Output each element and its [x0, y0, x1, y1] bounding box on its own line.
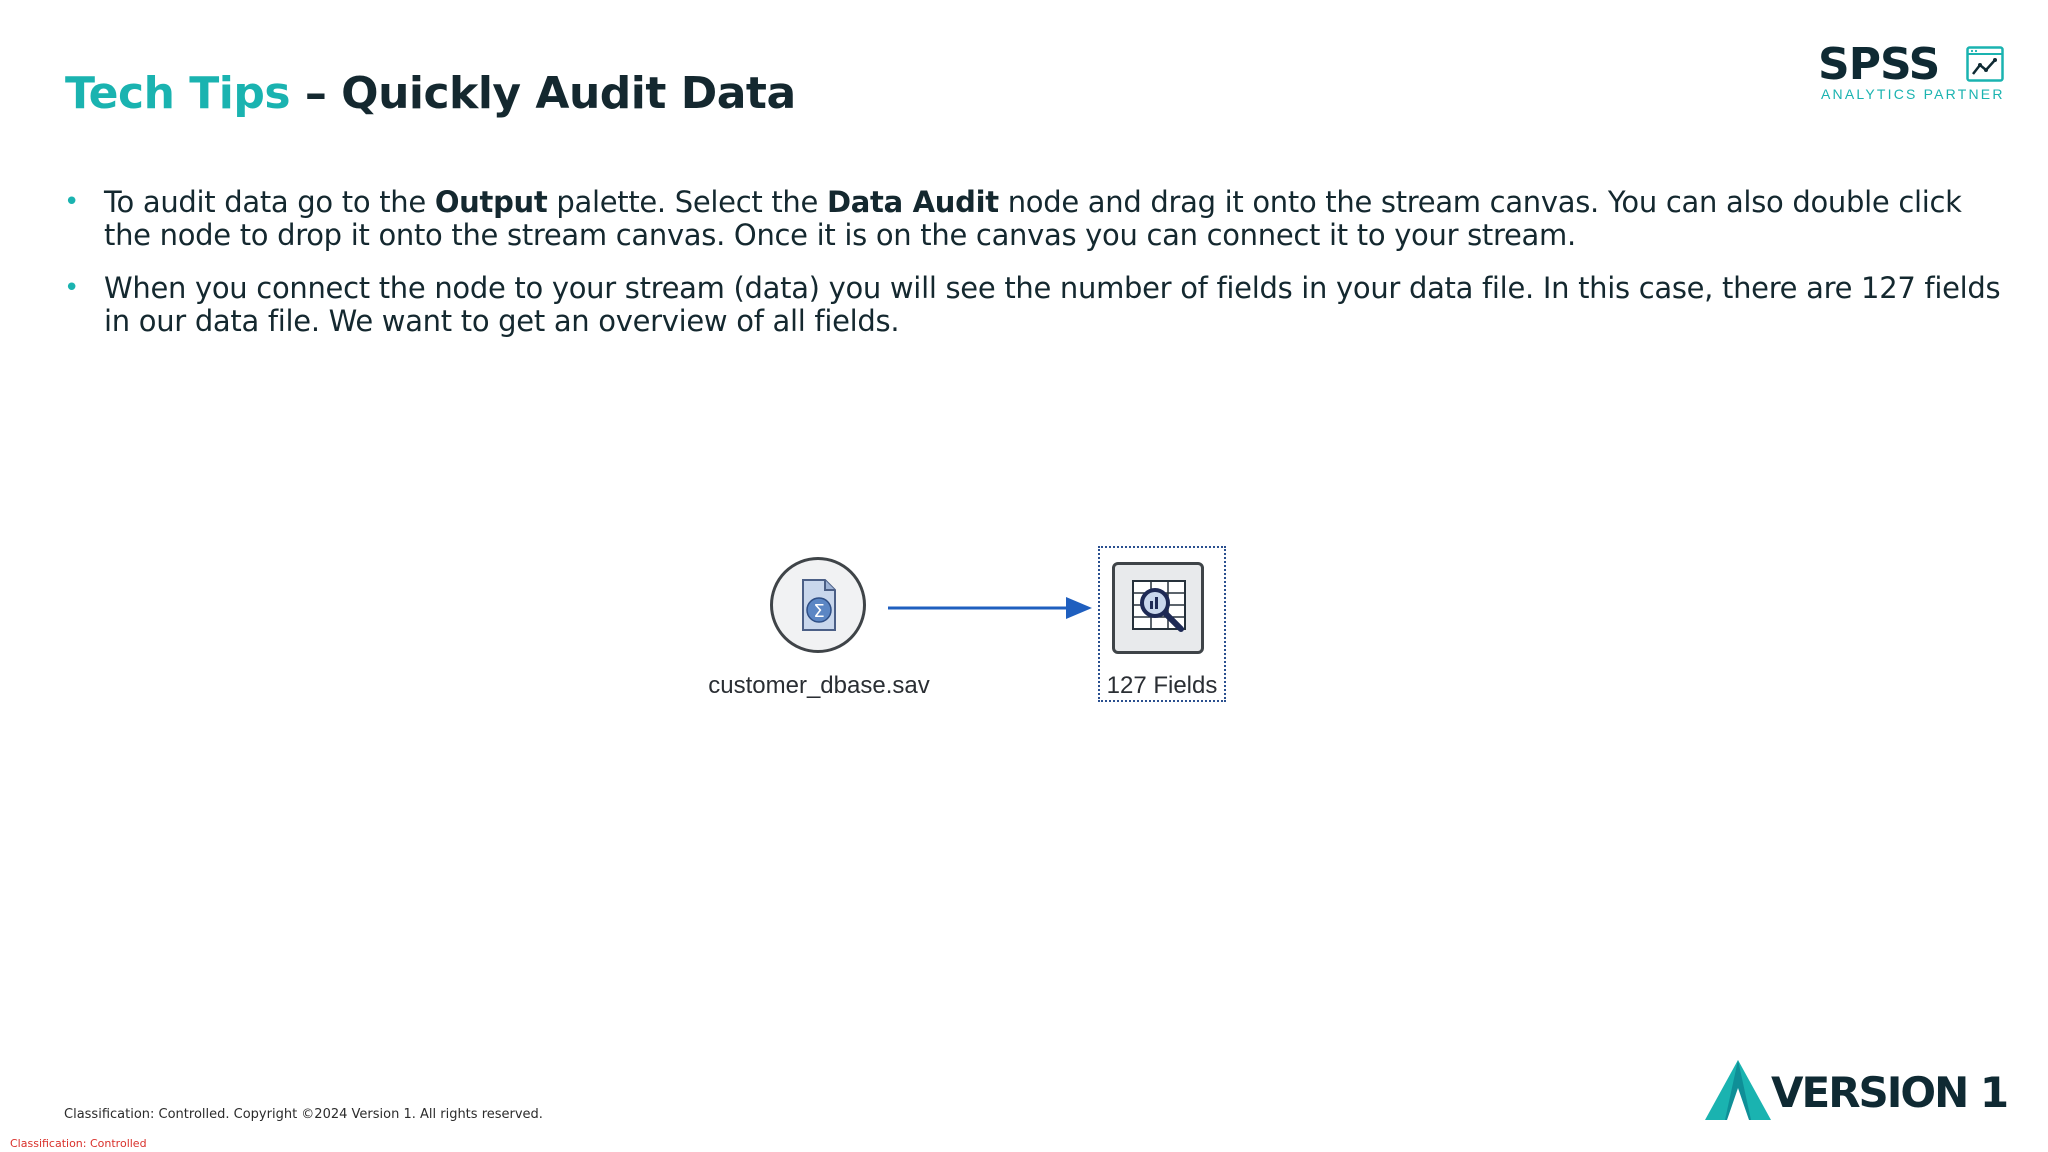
sigma-document-icon: [773, 560, 863, 650]
version1-triangle-icon: [1703, 1058, 1773, 1124]
stream-connector-arrow: [880, 592, 1110, 622]
footer-copyright: Classification: Controlled. Copyright ©2024 Version 1. All rights reserved.: [64, 1107, 543, 1122]
data-audit-node[interactable]: [1112, 562, 1204, 654]
version1-logo-word: VERSION 1: [1771, 1068, 2008, 1117]
bullet-1-bold-output: Output: [434, 185, 548, 219]
spss-logo-subtitle: ANALYTICS PARTNER: [1821, 86, 2005, 102]
bullet-dot-icon: •: [64, 273, 80, 303]
spss-logo-word: SPSS: [1818, 39, 1940, 90]
bullet-dot-icon: •: [64, 187, 80, 217]
page-title: [65, 68, 796, 119]
bullet-item: [64, 272, 2014, 338]
footer-classification: Classification: Controlled: [10, 1137, 147, 1150]
bullet-1-bold-data-audit: Data Audit: [826, 185, 999, 219]
spss-logo: [1818, 40, 2008, 102]
version1-logo: [1703, 1058, 2013, 1128]
source-node[interactable]: [770, 557, 866, 653]
spss-chart-icon: [1966, 46, 2004, 82]
bullet-1-text-c: node and drag it onto the stream canvas. You can also double click the node to drop it onto the stream canvas. Once it is on the canvas you can connect it to your stream.: [104, 185, 1962, 252]
bullet-list: [64, 186, 2014, 358]
stream-diagram: [690, 540, 1250, 720]
title-accent: Tech Tips: [65, 68, 291, 119]
data-audit-icon: [1115, 565, 1201, 651]
bullet-item: [64, 186, 2014, 252]
source-node-label: customer_dbase.sav: [708, 672, 930, 699]
bullet-1-text-a: To audit data go to the: [104, 185, 435, 219]
bullet-2-text: When you connect the node to your stream (data) you will see the number of fields in your data file. In this case, there are 127 fields in our data file. We want to get an overview of all fields.: [104, 271, 2001, 338]
svg-text:Σ: Σ: [813, 601, 825, 622]
bullet-1-text-b: palette. Select the: [547, 185, 827, 219]
title-main: – Quickly Audit Data: [290, 68, 796, 119]
data-audit-node-label: 127 Fields: [1106, 672, 1218, 699]
